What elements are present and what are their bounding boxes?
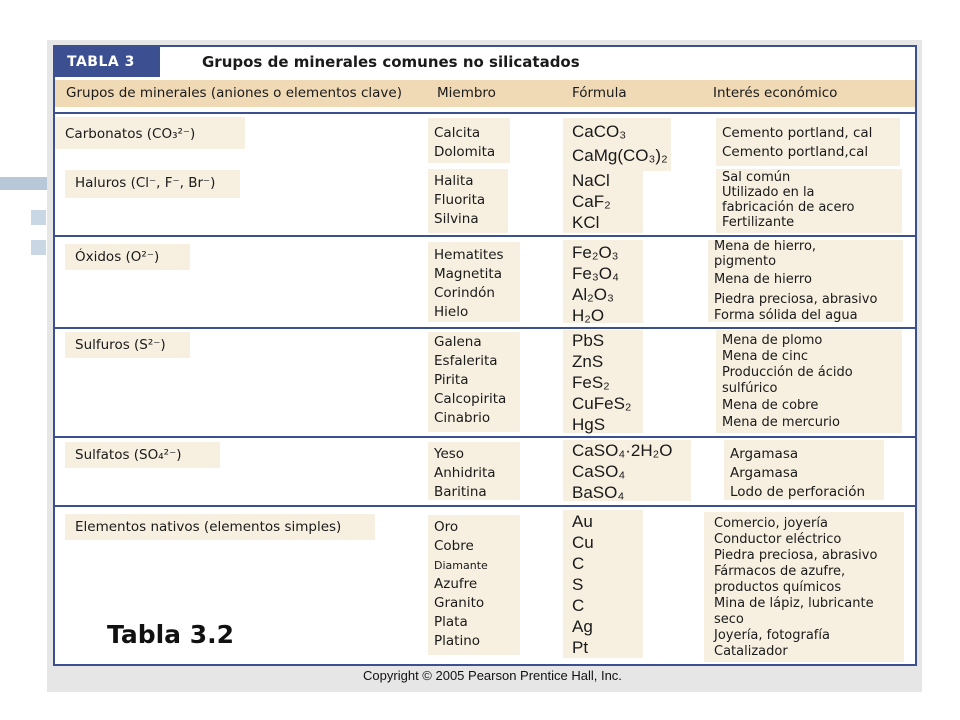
- members-carbonatos: [434, 124, 495, 162]
- interest: Fármacos de azufre,: [714, 564, 846, 579]
- interest: productos químicos: [714, 580, 842, 595]
- interests-elementos-nativos: [714, 516, 877, 660]
- copyright-notice: Copyright © 2005 Pearson Prentice Hall, Inc.: [363, 668, 622, 683]
- interest: Mena de cobre: [722, 398, 819, 413]
- interest: Cemento portland, cal: [722, 125, 873, 141]
- group-label-sulfuros: Sulfuros (S²⁻): [65, 333, 190, 357]
- formula: NaCl: [572, 171, 610, 190]
- member: Cobre: [434, 538, 474, 554]
- formula: CaF₂: [572, 192, 611, 211]
- member: Diamante: [434, 559, 488, 572]
- interests-carbonatos: [722, 124, 872, 162]
- interest: Producción de ácido: [722, 365, 853, 380]
- members-elementos-nativos: [434, 518, 488, 651]
- table-caption: Tabla 3.2: [107, 620, 235, 649]
- formula: H₂O: [572, 306, 605, 325]
- member: Pirita: [434, 372, 469, 388]
- interest: Mena de cinc: [722, 349, 809, 364]
- members-haluros: [434, 172, 485, 229]
- row-separator: [55, 505, 915, 507]
- row-separator: [55, 112, 915, 114]
- formula: ZnS: [572, 352, 604, 371]
- formula: CaSO₄·2H₂O: [572, 441, 673, 460]
- member: Corindón: [434, 285, 495, 301]
- interests-haluros: [722, 170, 854, 230]
- interests-sulfuros: [722, 332, 853, 431]
- formula: PbS: [572, 331, 605, 350]
- member: Halita: [434, 173, 474, 189]
- interest: Piedra preciosa, abrasivo: [714, 548, 878, 563]
- formula: KCl: [572, 213, 600, 232]
- formula: CaSO₄: [572, 462, 626, 481]
- group-label-haluros: Haluros (Cl⁻, F⁻, Br⁻): [65, 171, 240, 195]
- interest: Argamasa: [730, 465, 799, 481]
- member: Magnetita: [434, 266, 502, 282]
- members-sulfuros: [434, 333, 506, 428]
- interests-oxidos: [714, 240, 877, 323]
- formulas-elementos-nativos: [572, 511, 594, 658]
- interests-sulfatos: [730, 445, 865, 502]
- interest: Comercio, joyería: [714, 516, 828, 531]
- formula: Fe₃O₄: [572, 264, 619, 283]
- group-label-carbonatos: Carbonatos (CO₃²⁻): [55, 122, 245, 146]
- column-header-group: Grupos de minerales (aniones o elementos clave): [66, 85, 402, 101]
- member: Platino: [434, 633, 481, 649]
- interest: Argamasa: [730, 446, 799, 462]
- interest: Catalizador: [714, 644, 788, 659]
- row-separator: [55, 235, 915, 237]
- member: Esfalerita: [434, 353, 498, 369]
- members-sulfatos: [434, 445, 496, 502]
- member: Yeso: [434, 446, 465, 462]
- formula: Au: [572, 512, 593, 531]
- member: Oro: [434, 519, 459, 535]
- interest: Mina de lápiz, lubricante: [714, 596, 874, 611]
- decorative-square: [31, 240, 46, 255]
- row-separator: [55, 436, 915, 438]
- members-oxidos: [434, 246, 504, 322]
- member: Calcopirita: [434, 391, 507, 407]
- formula: Cu: [572, 533, 594, 552]
- member: Anhidrita: [434, 465, 496, 481]
- formula: Fe₂O₃: [572, 243, 619, 262]
- member: Azufre: [434, 576, 478, 592]
- interest: Piedra preciosa, abrasivo: [714, 292, 878, 307]
- formula: Al₂O₃: [572, 285, 614, 304]
- formula: BaSO₄: [572, 483, 625, 502]
- formula: CaCO₃: [572, 122, 627, 141]
- formulas-carbonatos: [572, 120, 668, 168]
- column-header-member: Miembro: [437, 85, 496, 101]
- decorative-bar: [0, 177, 48, 190]
- member: Hielo: [434, 304, 469, 320]
- formulas-sulfatos: [572, 440, 672, 503]
- interest: Conductor eléctrico: [714, 532, 842, 547]
- interest: sulfúrico: [722, 381, 778, 396]
- formula: FeS₂: [572, 373, 610, 392]
- group-label-oxidos: Óxidos (O²⁻): [65, 245, 190, 269]
- table-title: Grupos de minerales comunes no silicatados: [202, 53, 580, 71]
- interest: Lodo de perforación: [730, 484, 866, 500]
- formula: HgS: [572, 415, 606, 434]
- formula: Ag: [572, 617, 593, 636]
- interest: Mena de mercurio: [722, 415, 840, 430]
- member: Calcita: [434, 125, 481, 141]
- member: Baritina: [434, 484, 487, 500]
- formula: Pt: [572, 638, 589, 657]
- decorative-square: [31, 210, 46, 225]
- interest: Joyería, fotografía: [714, 628, 830, 643]
- group-label-sulfatos: Sulfatos (SO₄²⁻): [65, 443, 220, 467]
- member: Granito: [434, 595, 485, 611]
- row-separator: [55, 327, 915, 329]
- member: Dolomita: [434, 144, 496, 160]
- member: Fluorita: [434, 192, 486, 208]
- interest: Cemento portland,cal: [722, 144, 869, 160]
- formula: C: [572, 554, 585, 573]
- interest: Mena de plomo: [722, 333, 823, 348]
- interest: seco: [714, 612, 744, 627]
- interest: Utilizado en la: [722, 185, 815, 200]
- interest: Mena de hierro,: [714, 239, 817, 254]
- interest: Sal común: [722, 170, 791, 185]
- formula: CuFeS₂: [572, 394, 632, 413]
- formula: S: [572, 575, 584, 594]
- member: Plata: [434, 614, 468, 630]
- column-header-formula: Fórmula: [572, 85, 627, 101]
- table-number-tab: TABLA 3: [55, 47, 160, 77]
- group-label-elementos-nativos: Elementos nativos (elementos simples): [65, 515, 375, 539]
- formula: C: [572, 596, 585, 615]
- interest: fabricación de acero: [722, 200, 855, 215]
- column-header-interest: Interés económico: [713, 85, 838, 101]
- member: Silvina: [434, 211, 479, 227]
- interest: Mena de hierro: [714, 272, 812, 287]
- formula: CaMg(CO₃)₂: [572, 146, 668, 165]
- interest: pigmento: [714, 254, 777, 269]
- formulas-sulfuros: [572, 330, 632, 435]
- member: Hematites: [434, 247, 504, 263]
- interest: Forma sólida del agua: [714, 308, 858, 323]
- member: Cinabrio: [434, 410, 491, 426]
- interest: Fertilizante: [722, 215, 795, 230]
- formulas-haluros: [572, 170, 611, 233]
- member: Galena: [434, 334, 482, 350]
- formulas-oxidos: [572, 242, 619, 326]
